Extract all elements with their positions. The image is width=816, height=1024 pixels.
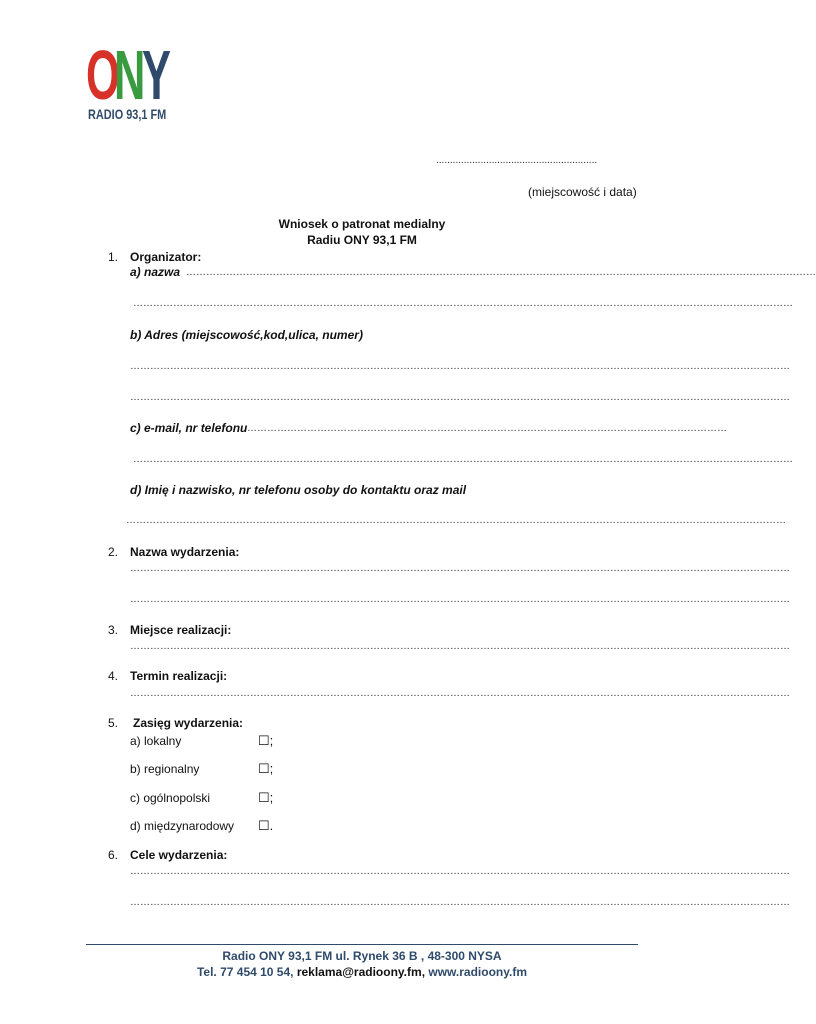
footer-divider — [86, 944, 638, 945]
place-date-label: (miejscowość i data) — [528, 185, 637, 199]
footer-separator: , — [421, 965, 429, 979]
date-field[interactable]: ……………………………………………………………………………………………………………………………………………………………………………… — [130, 688, 790, 699]
scope-option-national — [130, 791, 430, 807]
goals-field-2[interactable]: ……………………………………………………………………………………………………………………………………………………………………………… — [130, 897, 790, 908]
organizer-name-label: a) nazwa — [130, 265, 181, 279]
logo-letter-o: O — [86, 36, 119, 114]
document-subtitle: Radiu ONY 93,1 FM — [307, 233, 417, 247]
footer-phone: Tel. 77 454 10 54, — [196, 965, 297, 979]
scope-option-label: b) regionalny — [130, 762, 200, 776]
organizer-address-field-2[interactable]: ……………………………………………………………………………………………………………………………………………………………………………… — [130, 392, 790, 403]
organizer-name-field-2[interactable]: ……………………………………………………………………………………………………………………………………………………………………………… — [133, 298, 793, 309]
footer-address: Radio ONY 93,1 FM ul. Rynek 36 B , 48-300 NYSA — [222, 949, 502, 963]
section-organizer-label: Organizator: — [130, 250, 202, 264]
footer-email[interactable]: reklama@radioony.fm — [296, 965, 422, 979]
event-name-field[interactable]: ……………………………………………………………………………………………………………………………………………………………………………… — [130, 563, 790, 574]
logo-letter-n: N — [114, 36, 145, 114]
section-number: 3. — [108, 623, 119, 637]
section-number: 4. — [108, 669, 119, 683]
section-location-label: Miejsce realizacji: — [130, 623, 232, 637]
scope-option-international — [130, 819, 430, 835]
logo-subtitle: RADIO 93,1 FM — [88, 106, 167, 122]
contact-person-field[interactable]: ……………………………………………………………………………………………………………………………………………………………………………… — [126, 515, 786, 526]
scope-option-label: d) międzynarodowy — [130, 819, 235, 833]
checkbox-national[interactable]: ☐; — [258, 790, 274, 805]
section-event-name-label: Nazwa wydarzenia: — [130, 545, 240, 559]
footer-contact — [0, 965, 724, 979]
organizer-name-field[interactable]: ……………………………………………………………………………………………………………………………………………………………………… — [186, 267, 816, 278]
checkbox-local[interactable]: ☐; — [258, 733, 274, 748]
scope-option-label: c) ogólnopolski — [130, 791, 211, 805]
footer-website[interactable]: www.radioony.fm — [428, 965, 528, 979]
document-title: Wniosek o patronat medialny — [278, 217, 446, 231]
section-goals-label: Cele wydarzenia: — [130, 848, 228, 862]
checkbox-international[interactable]: ☐. — [258, 818, 274, 833]
organizer-contact-field-2[interactable]: ……………………………………………………………………………………………………………………………………………………………………………… — [133, 454, 793, 465]
section-number: 1. — [108, 250, 119, 264]
event-name-field-2[interactable]: ……………………………………………………………………………………………………………………………………………………………………………… — [130, 594, 790, 605]
location-field[interactable]: ……………………………………………………………………………………………………………………………………………………………………………… — [130, 641, 790, 652]
checkbox-regional[interactable]: ☐; — [258, 761, 274, 776]
organizer-contact-label: c) e-mail, nr telefonu — [130, 421, 248, 435]
contact-person-label: d) Imię i nazwisko, nr telefonu osoby do kontaktu oraz mail — [130, 483, 467, 497]
logo-letter-y: Y — [142, 36, 170, 114]
section-scope-label: Zasięg wydarzenia: — [133, 716, 244, 730]
organizer-address-field[interactable]: ……………………………………………………………………………………………………………………………………………………………………………… — [130, 361, 790, 372]
scope-option-local — [130, 734, 430, 750]
organizer-address-label: b) Adres (miejscowość,kod,ulica, numer) — [130, 328, 363, 342]
organizer-contact-field[interactable]: ……………………………………………………………………………………………………………………………… — [247, 423, 727, 434]
section-number: 2. — [108, 545, 119, 559]
goals-field[interactable]: ……………………………………………………………………………………………………………………………………………………………………………… — [130, 866, 790, 877]
place-date-field[interactable]: .......................................................... — [436, 155, 598, 166]
scope-option-regional — [130, 762, 430, 778]
section-number: 5. — [108, 716, 119, 730]
scope-option-label: a) lokalny — [130, 734, 182, 748]
section-date-label: Termin realizacji: — [130, 669, 228, 683]
section-number: 6. — [108, 848, 119, 862]
radio-ony-logo — [86, 36, 176, 126]
